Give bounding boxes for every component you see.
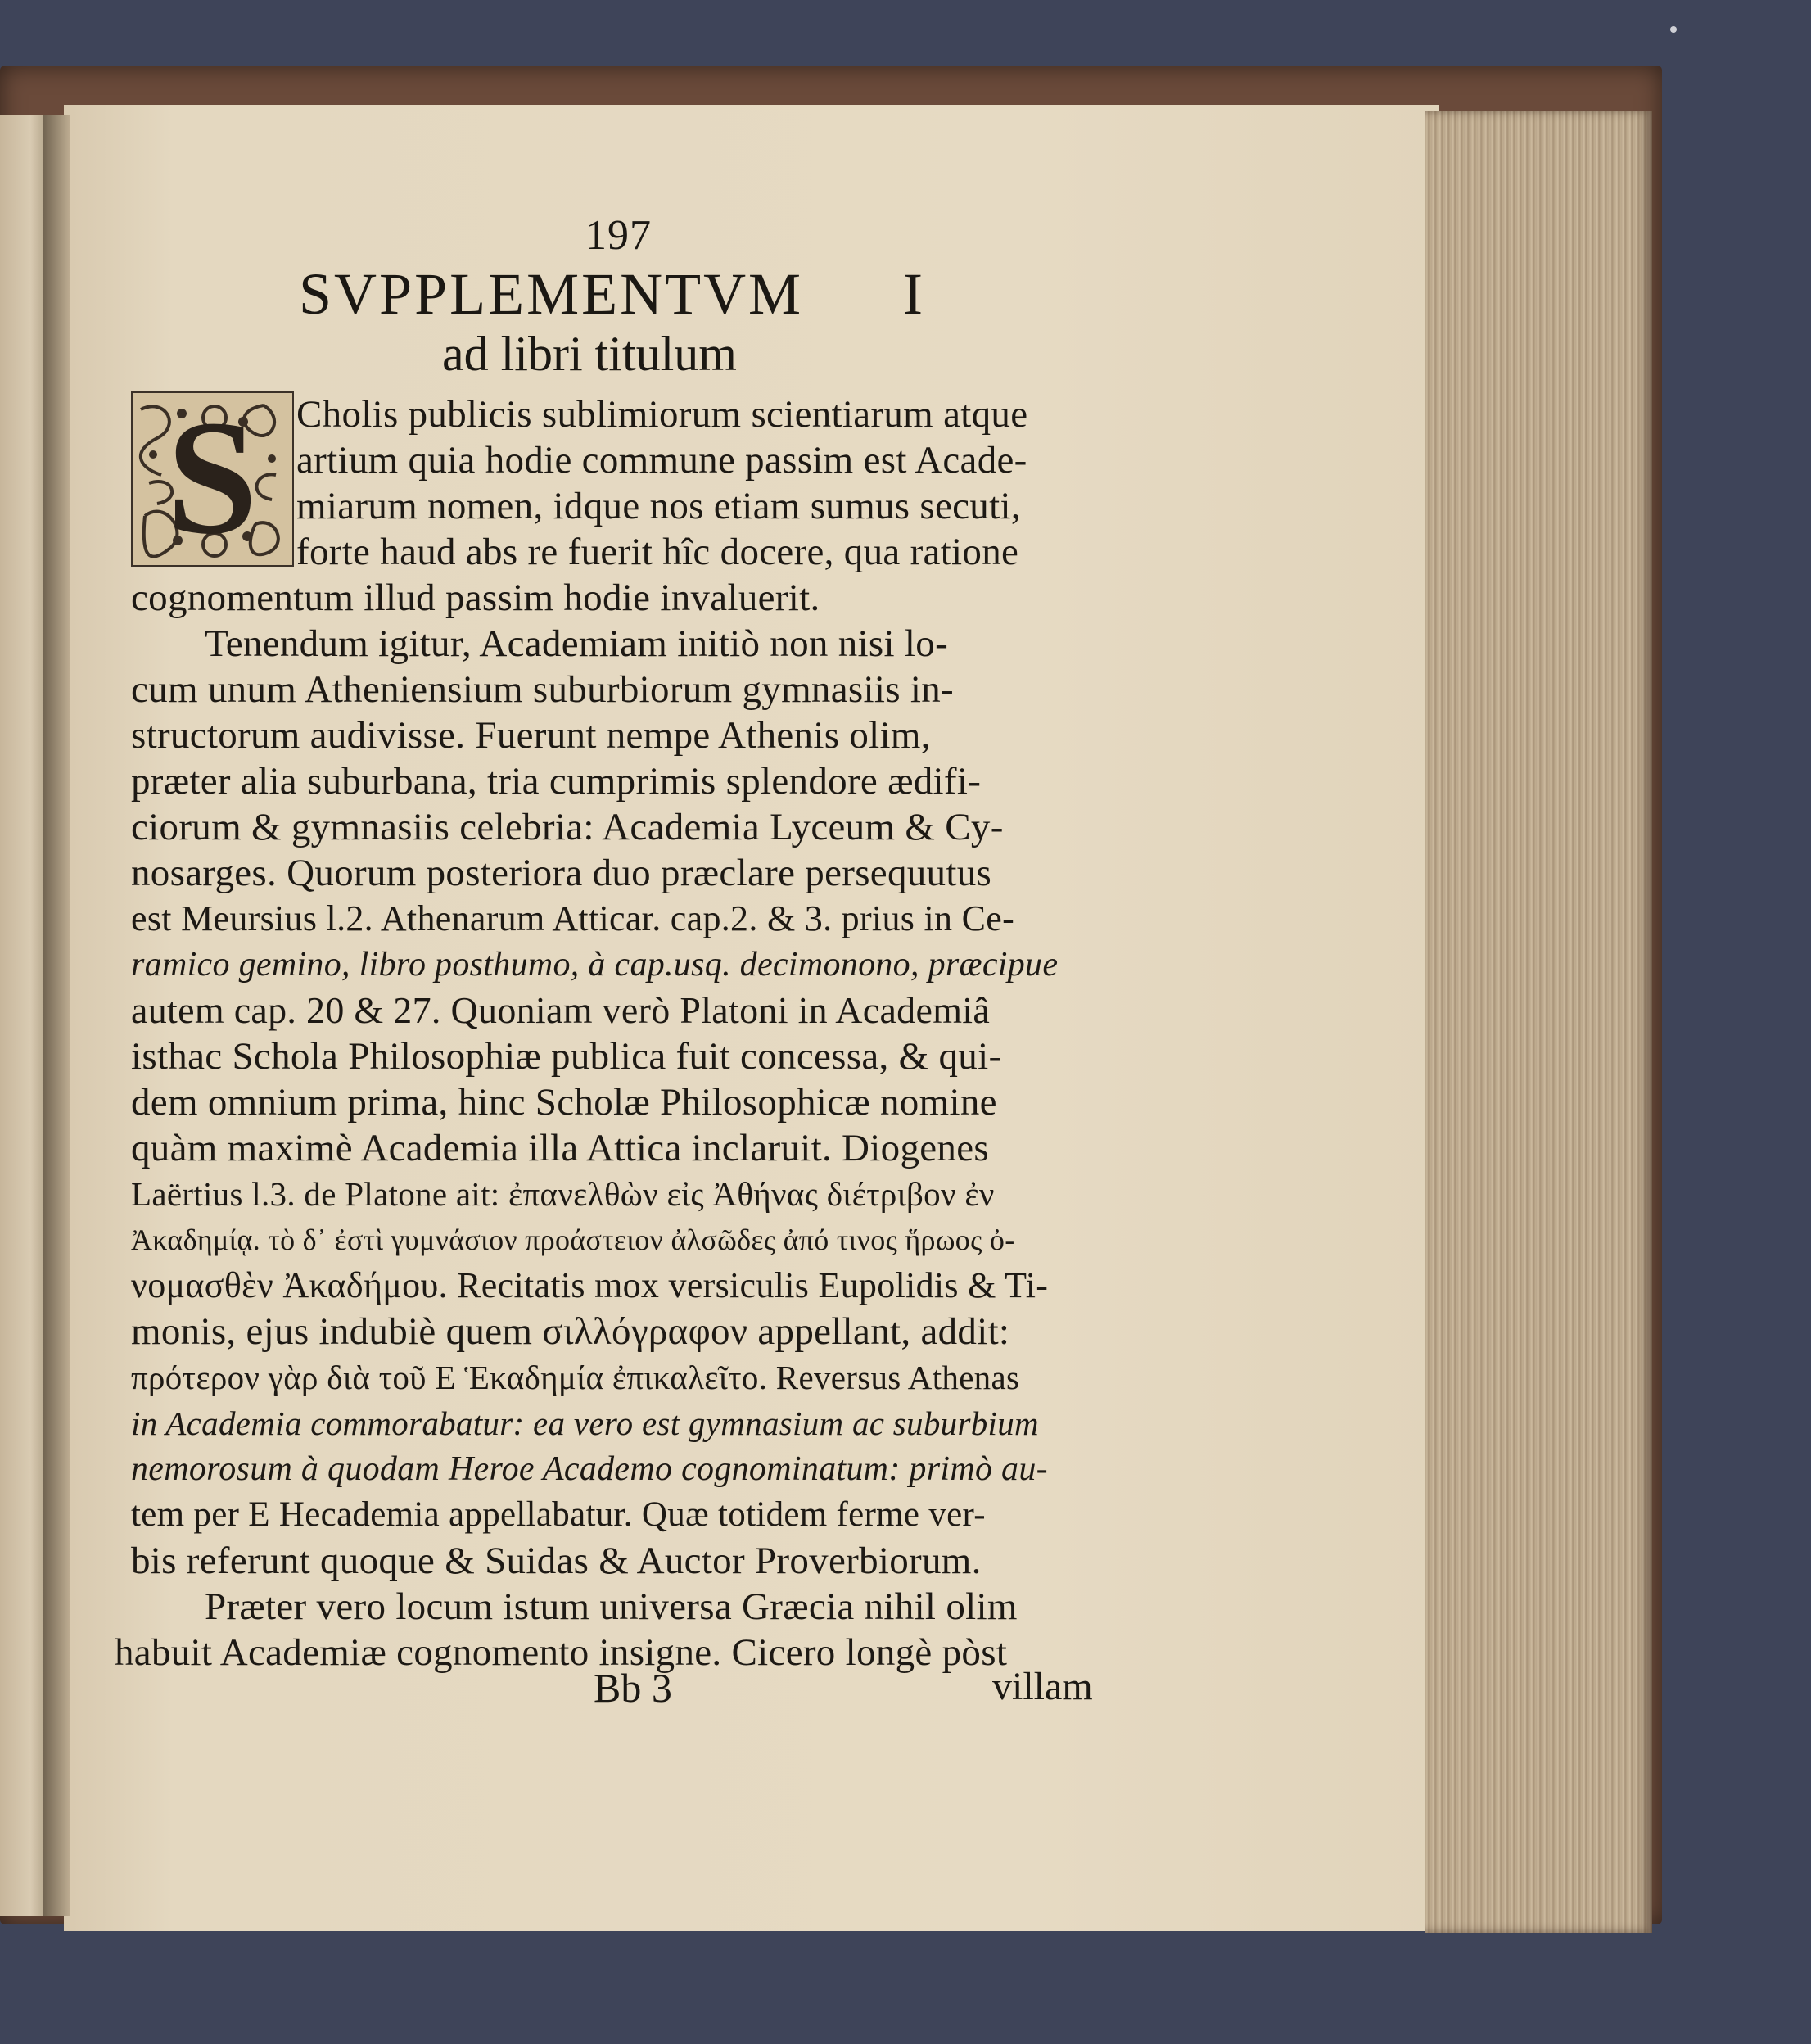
page-number: 197	[585, 212, 652, 259]
book-gutter	[43, 115, 70, 1916]
heading-numeral: I	[903, 261, 925, 327]
initial-ornament-icon	[133, 393, 292, 565]
text-line: habuit Academiæ cognomento insigne. Cicero longè pòst	[115, 1631, 1008, 1674]
text-line: est Meursius l.2. Athenarum Atticar. cap.2. & 3. prius in Ce-	[131, 898, 1015, 938]
text-line: structorum audivisse. Fuerunt nempe Athenis olim,	[131, 714, 931, 757]
catchword: villam	[992, 1665, 1093, 1708]
text-line: præter alia suburbana, tria cumprimis splendore ædifi-	[131, 760, 982, 803]
text-line: autem cap. 20 & 27. Quoniam verò Platoni in Academiâ	[131, 989, 991, 1031]
text-line: miarum nomen, idque nos etiam sumus secuti,	[296, 485, 1021, 527]
page-subheading: ad libri titulum	[442, 327, 737, 381]
text-line: νομασθὲν Ἀκαδήμου. Recitatis mox versiculis Eupolidis & Ti-	[131, 1265, 1049, 1305]
heading-title: SVPPLEMENTVM	[299, 261, 804, 327]
text-line: quàm maximè Academia illa Attica inclaruit. Diogenes	[131, 1127, 989, 1169]
page-fore-edge	[1425, 111, 1652, 1933]
text-line: Cholis publicis sublimiorum scientiarum atque	[296, 393, 1028, 436]
text-line: nemorosum à quodam Heroe Academo cognominatum: primò au-	[131, 1450, 1048, 1488]
initial-letter: S	[166, 393, 258, 565]
text-line: artium quia hodie commune passim est Acade-	[296, 439, 1027, 482]
text-line: cognomentum illud passim hodie invaluerit.	[131, 577, 820, 619]
text-line: monis, ejus indubiè quem σιλλόγραφον appellant, addit:	[131, 1310, 1010, 1353]
page-heading	[299, 260, 937, 328]
text-line: πρότερον γὰρ διὰ τοῦ Ε Ἑκαδημία ἐπικαλεῖτο. Reversus Athenas	[131, 1359, 1020, 1396]
text-line: ciorum & gymnasiis celebria: Academia Lyceum & Cy-	[131, 806, 1004, 848]
text-line: Ἀκαδημίᾳ. τὸ δ᾽ ἐστὶ γυμνάσιον προάστειον ἀλσῶδες ἀπό τινος ἥρωος ὀ-	[131, 1223, 1015, 1256]
background-speck	[1670, 26, 1677, 33]
text-line: Laërtius l.3. de Platone ait: ἐπανελθὼν εἰς Ἀθήνας διέτριβον ἐν	[131, 1175, 995, 1213]
text-line: ramico gemino, libro posthumo, à cap.usq. decimonono, præcipue	[131, 946, 1059, 984]
text-line: isthac Schola Philosophiæ publica fuit concessa, & qui-	[131, 1035, 1002, 1078]
signature-mark: Bb 3	[594, 1665, 672, 1711]
text-line: forte haud abs re fuerit hîc docere, qua ratione	[296, 531, 1019, 573]
text-line: Præter vero locum istum universa Græcia nihil olim	[205, 1585, 1018, 1628]
text-line: tem per E Hecademia appellabatur. Quæ totidem ferme ver-	[131, 1495, 986, 1534]
text-line: in Academia commorabatur: ea vero est gymnasium ac suburbium	[131, 1404, 1039, 1442]
decorated-initial	[131, 391, 294, 567]
text-line: cum unum Atheniensium suburbiorum gymnasiis in-	[131, 668, 954, 711]
text-line: Tenendum igitur, Academiam initiò non nisi lo-	[205, 622, 949, 665]
text-line: dem omnium prima, hinc Scholæ Philosophicæ nomine	[131, 1081, 997, 1124]
text-line: nosarges. Quorum posteriora duo præclare persequutus	[131, 852, 992, 894]
text-line: bis referunt quoque & Suidas & Auctor Proverbiorum.	[131, 1540, 982, 1582]
